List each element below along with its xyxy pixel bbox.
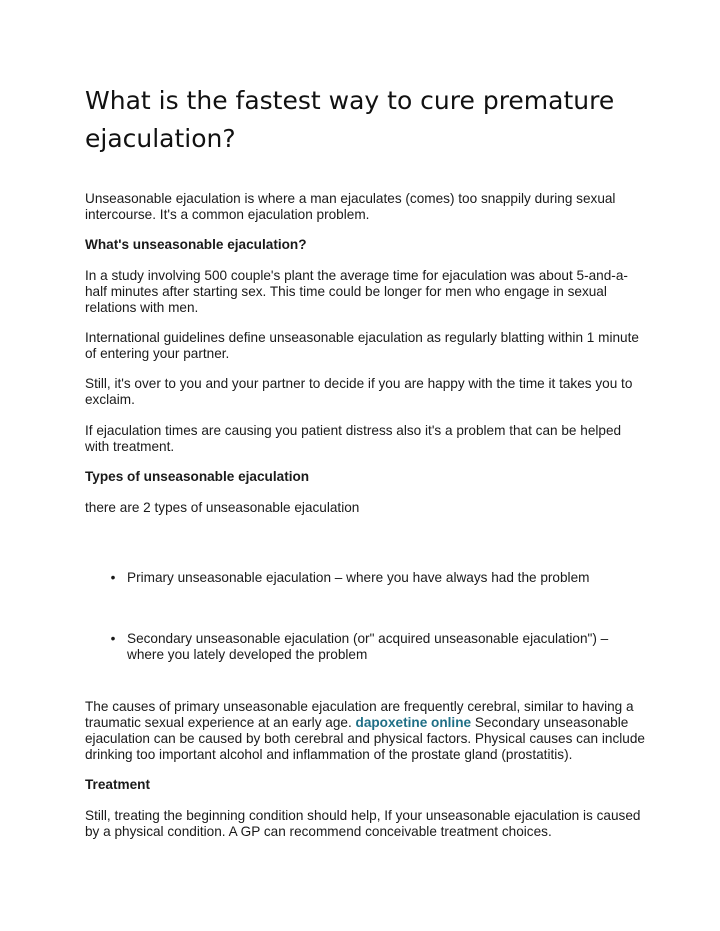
- page-title: What is the fastest way to cure premature ejaculation?: [85, 86, 615, 153]
- heading-what-is: What's unseasonable ejaculation?: [85, 237, 307, 252]
- causes-paragraph: [85, 699, 645, 763]
- treatment-paragraph: Still, treating the beginning condition should help, If your unseasonable ejaculation is caused by a physical condition. A GP can recommend conceivable treatment choices.: [85, 808, 641, 839]
- bullet-icon: •: [110, 570, 116, 585]
- bullet-icon: •: [110, 631, 116, 646]
- study-paragraph: In a study involving 500 couple's plant the average time for ejaculation was about 5-and-a-half minutes after starting sex. This time could be longer for men who engage in sexual relations with men.: [85, 268, 628, 315]
- list-item-secondary: [105, 631, 635, 663]
- causes-text-before: The causes of primary unseasonable ejaculation are frequently cerebral, similar to having a traumatic sexual experience at an early age.: [85, 699, 634, 730]
- causes-text-after: Secondary unseasonable ejaculation can be caused by both cerebral and physical factors. Physical causes can include drinking too important alcohol and inflammation of the prostate gland (prostatitis).: [85, 715, 645, 762]
- dapoxetine-link[interactable]: dapoxetine online: [355, 715, 472, 730]
- intro-paragraph: Unseasonable ejaculation is where a man ejaculates (comes) too snappily during sexual intercourse. It's a common ejaculation problem.: [85, 191, 616, 222]
- guidelines-paragraph: International guidelines define unseasonable ejaculation as regularly blatting within 1 minute of entering your partner.: [85, 330, 639, 361]
- types-intro-paragraph: there are 2 types of unseasonable ejaculation: [85, 500, 360, 515]
- heading-types: Types of unseasonable ejaculation: [85, 469, 310, 484]
- list-item-primary: [105, 570, 635, 586]
- list-item-text: Secondary unseasonable ejaculation (or" acquired unseasonable ejaculation") – where you lately developed the problem: [127, 631, 609, 662]
- distress-paragraph: If ejaculation times are causing you patient distress also it's a problem that can be helped with treatment.: [85, 423, 622, 454]
- still-paragraph: Still, it's over to you and your partner to decide if you are happy with the time it takes you to exclaim.: [85, 376, 633, 407]
- heading-treatment: Treatment: [85, 777, 150, 792]
- list-item-text: Primary unseasonable ejaculation – where you have always had the problem: [127, 570, 590, 585]
